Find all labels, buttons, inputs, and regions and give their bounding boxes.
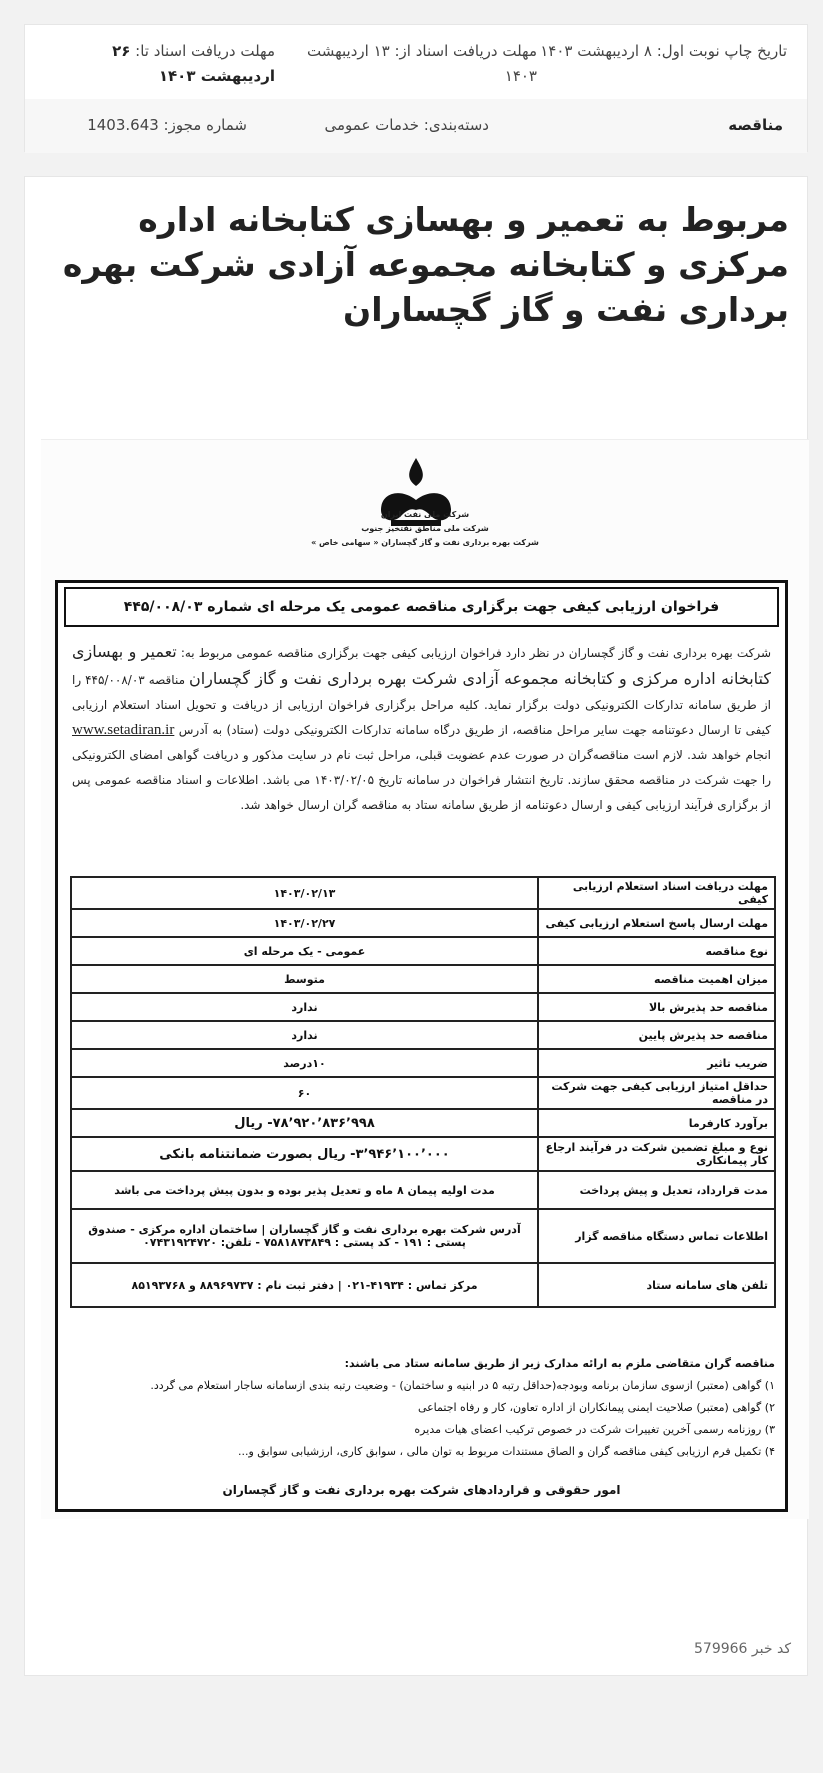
tender-spec-table — [70, 876, 776, 1308]
receive-to-date — [41, 39, 275, 89]
spec-label: نوع و مبلغ تضمین شرکت در فرآیند ارجاع کار پیمانکاری — [538, 1137, 775, 1171]
spec-label: برآورد کارفرما — [538, 1109, 775, 1137]
spec-row — [71, 1209, 775, 1263]
spec-row — [71, 965, 775, 993]
spec-value: ۶۰ — [71, 1077, 538, 1109]
tender-title: مربوط به تعمیر و بهسازی کتابخانه اداره مرکزی و کتابخانه مجموعه آزادی شرکت بهره برداری نفت و گاز گچساران — [62, 200, 789, 329]
document-item: ۱) گواهی (معتبر) ازسوی سازمان برنامه وبودجه(حداقل رتبه ۵ در ابنیه و ساختمان) - وضعیت رتبه بندی ازسامانه ساجار استعلام می گردد. — [150, 1379, 775, 1392]
spec-label: میزان اهمیت مناقصه — [538, 965, 775, 993]
spec-label: نوع مناقصه — [538, 937, 775, 965]
spec-label: مناقصه حد پذیرش پایین — [538, 1021, 775, 1049]
first-print-date — [537, 39, 787, 64]
intro-part-3: انجام خواهد شد. لازم است مناقصه‌گران در صورت عدم عضویت قبلی، مراحل ثبت نام در سایت مذکور و دریافت گواهی امضای الکترونیکی را جهت شرکت در مناقصه محقق سازند. تاریخ انتشار فراخوان در سامانه تاریخ ۱۴۰۳/۰۲/۰۵ می باشد. اطلاعات و اسناد مناقصه عمومی پس از برگزاری فرآیند ارزیابی کیفی و ارسال دعوتنامه از طریق سامانه ستاد به مناقصه گران ارسال خواهد شد. — [72, 748, 771, 812]
spec-row — [71, 1137, 775, 1171]
document-item: ۴) تکمیل فرم ارزیابی کیفی مناقصه گران و الصاق مستندات مربوط به توان مالی ، سوابق کاری، ارزشیابی سوابق و... — [238, 1445, 775, 1458]
spec-row — [71, 1171, 775, 1209]
document-item: ۲) گواهی (معتبر) صلاحیت ایمنی پیمانکاران از اداره تعاون، کار و رفاه اجتماعی — [417, 1401, 775, 1414]
logo-line-1: شرکت ملی نفت ایران — [380, 510, 470, 519]
spec-row — [71, 877, 775, 909]
spec-value: ۷۸٬۹۲۰٬۸۳۶٬۹۹۸- ریال — [71, 1109, 538, 1137]
spec-value: آدرس شرکت بهره برداری نفت و گاز گچساران | ساختمان اداره مرکزی - صندوق پستی : ۱۹۱ - کد پستی : ۷۵۸۱۸۷۳۸۴۹ - تلفن: ۰۷۴۳۱۹۲۴۷۲۰ — [71, 1209, 538, 1263]
spec-value: ۱۰درصد — [71, 1049, 538, 1077]
receive-from-date — [287, 39, 537, 89]
document-item: ۳) روزنامه رسمی آخرین تغییرات شرکت در خصوص ترکیب اعضای هیات مدیره — [414, 1423, 775, 1436]
tender-type: مناقصه — [728, 116, 783, 134]
spec-value: ۱۴۰۳/۰۲/۱۳ — [71, 877, 538, 909]
notice-frame — [55, 580, 788, 1512]
spec-row — [71, 1109, 775, 1137]
spec-value: ۳٬۹۴۶٬۱۰۰٬۰۰۰- ریال بصورت ضمانتنامه بانکی — [71, 1137, 538, 1171]
spec-label: مناقصه حد پذیرش بالا — [538, 993, 775, 1021]
meta-row — [25, 99, 807, 153]
spec-row — [71, 937, 775, 965]
nioc-logo-icon — [351, 450, 481, 550]
license-number: شماره مجوز: 1403.643 — [87, 116, 247, 134]
spec-label: مهلت ارسال پاسخ استعلام ارزیابی کیفی — [538, 909, 775, 937]
intro-part-1: شرکت بهره برداری نفت و گاز گچساران در نظر دارد فراخوان ارزیابی کیفی جهت برگزاری مناقصه عمومی مربوط به: — [176, 646, 772, 660]
intro-subject: تعمیر و بهسازی کتابخانه اداره مرکزی و کتابخانه مجموعه آزادی شرکت بهره برداری نفت و گاز گچساران — [72, 642, 771, 688]
receive-from-label: مهلت دریافت اسناد از: — [394, 42, 537, 60]
spec-value: عمومی - یک مرحله ای — [71, 937, 538, 965]
spec-label: حداقل امتیاز ارزیابی کیفی جهت شرکت در مناقصه — [538, 1077, 775, 1109]
news-code: کد خبر 579966 — [694, 1641, 791, 1657]
spec-row — [71, 1021, 775, 1049]
spec-value: مرکز تماس : ۴۱۹۳۴-۰۲۱ | دفتر ثبت نام : ۸۸۹۶۹۷۳۷ و ۸۵۱۹۳۷۶۸ — [71, 1263, 538, 1307]
tender-details-card — [24, 24, 808, 152]
spec-label: تلفن های سامانه ستاد — [538, 1263, 775, 1307]
spec-label: مهلت دریافت اسناد استعلام ارزیابی کیفی — [538, 877, 775, 909]
spec-value: ندارد — [71, 1021, 538, 1049]
documents-heading: مناقصه گران متقاضی ملزم به ارائه مدارک زیر از طریق سامانه ستاد می باشند: — [344, 1357, 775, 1370]
scanned-notice — [41, 439, 809, 1519]
tender-category: دسته‌بندی: خدمات عمومی — [324, 116, 489, 134]
spec-row — [71, 1263, 775, 1307]
receive-to-value: ۲۶ اردیبهشت ۱۴۰۳ — [112, 42, 275, 85]
tender-main-card — [24, 176, 808, 1676]
notice-signature: امور حقوقی و قراردادهای شرکت بهره برداری نفت و گاز گچساران — [222, 1483, 621, 1497]
dates-row — [25, 25, 807, 99]
spec-label: اطلاعات تماس دستگاه مناقصه گزار — [538, 1209, 775, 1263]
spec-row — [71, 909, 775, 937]
logo-line-3: شرکت بهره برداری نفت و گاز گچساران « سهامی خاص » — [311, 538, 539, 547]
required-documents — [72, 1353, 775, 1463]
spec-row — [71, 1077, 775, 1109]
receive-to-label: مهلت دریافت اسناد تا: — [135, 42, 275, 60]
notice-intro — [72, 639, 771, 818]
spec-row — [71, 1049, 775, 1077]
receive-from-value: ۱۳ اردیبهشت ۱۴۰۳ — [307, 42, 537, 85]
spec-label: ضریب تاثیر — [538, 1049, 775, 1077]
spec-value: مدت اولیه پیمان ۸ ماه و تعدیل پذیر بوده و بدون پیش پرداخت می باشد — [71, 1171, 538, 1209]
intro-part-2: مناقصه ۴۴۵/۰۰۸/۰۳ را از طریق سامانه تدارکات الکترونیکی دولت برگزار نماید. کلیه مراحل برگزاری فراخوان ارزیابی از دریافت و تحویل اسناد استعلام ارزیابی کیفی تا ارسال دعوتنامه جهت سایر مراحل مناقصه، از طریق درگاه سامانه تدارکات الکترونیکی دولت (ستاد) به آدرس — [72, 673, 771, 737]
logo-line-2: شرکت ملی مناطق نفتخیز جنوب — [361, 524, 489, 533]
setadiran-link: www.setadiran.ir — [72, 722, 175, 738]
spec-value: ۱۴۰۳/۰۲/۲۷ — [71, 909, 538, 937]
notice-heading: فراخوان ارزیابی کیفی جهت برگزاری مناقصه عمومی یک مرحله ای شماره ۴۴۵/۰۰۸/۰۳ — [64, 587, 779, 627]
first-print-label: تاریخ چاپ نوبت اول: — [656, 42, 787, 60]
first-print-value: ۸ اردیبهشت ۱۴۰۳ — [540, 42, 652, 60]
spec-value: ندارد — [71, 993, 538, 1021]
spec-value: متوسط — [71, 965, 538, 993]
spec-label: مدت قرارداد، تعدیل و پیش پرداخت — [538, 1171, 775, 1209]
spec-row — [71, 993, 775, 1021]
